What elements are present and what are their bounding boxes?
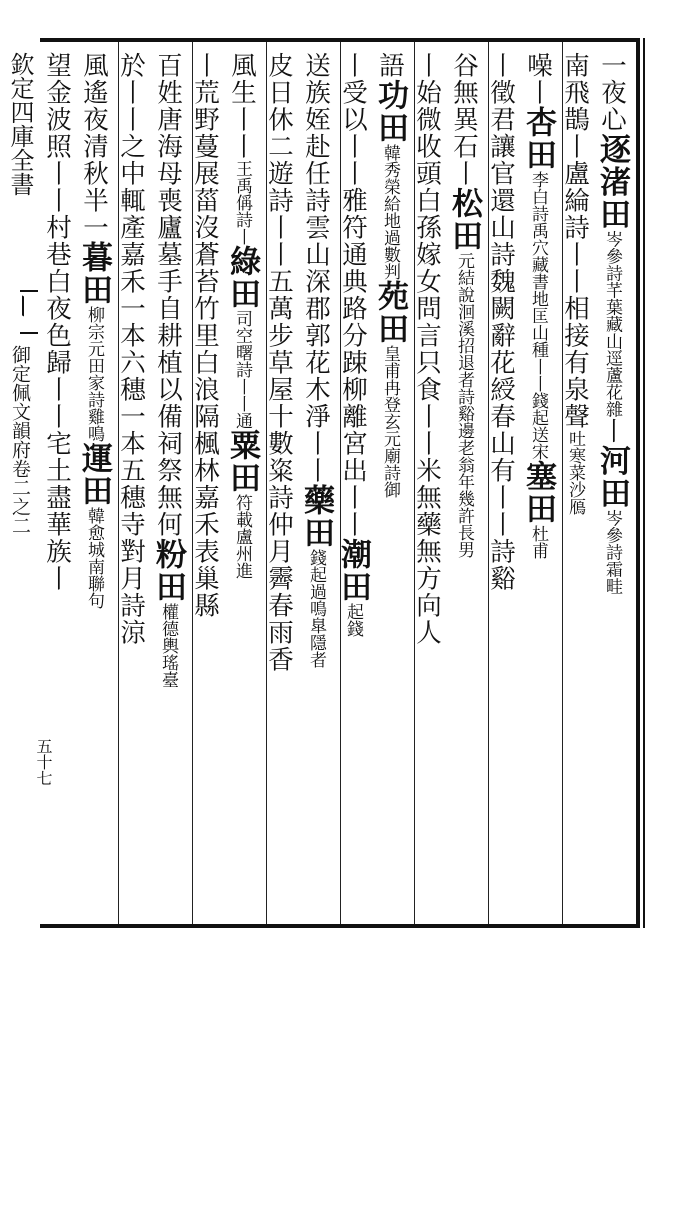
entry-text: 村巷白夜色歸丨丨 (42, 214, 72, 430)
entry-text: 受以丨丨雅符通典 (338, 79, 368, 295)
text-column (520, 52, 560, 922)
column-divider (340, 42, 341, 924)
entry-heading: 松田 (446, 187, 482, 252)
entry-heading: 粉田 (150, 538, 186, 603)
entry-text: 杜甫 (528, 525, 548, 559)
section-title: 御定佩文韻府卷二之二 (9, 345, 31, 535)
entry-text: 頭白孫嫁女問言只食丨丨米無藥無方向人 (412, 160, 442, 646)
entry-heading: 粟田 (224, 429, 260, 494)
entry-text: 宅土盡華族丨 (42, 430, 72, 592)
entry-heading: 運田 (76, 442, 112, 507)
entry-heading: 綠田 (224, 245, 260, 310)
text-column (560, 52, 597, 922)
entry-text: 岑參詩霜畦 (602, 509, 622, 595)
column-divider (118, 42, 119, 924)
text-column (264, 52, 301, 922)
entry-text: 送族姪赴任詩雲山深郡郭花木淨丨丨 (301, 52, 331, 484)
text-column (372, 52, 412, 922)
column-divider (192, 42, 193, 924)
text-column (486, 52, 523, 922)
entry-text: 詩谿 (486, 538, 516, 592)
entry-text: 望金波照丨丨 (42, 52, 72, 214)
entry-text: 語 (375, 52, 405, 79)
entry-text: 李白詩禹穴藏書地匡山種丨丨錢起送宋 (528, 171, 548, 460)
entry-heading: 杏田 (520, 106, 556, 171)
entry-text: 司空曙詩丨丨通 (232, 310, 252, 429)
entry-heading: 暮田 (76, 241, 112, 306)
text-column (190, 52, 227, 922)
entry-text: 丨 (597, 417, 627, 445)
column-divider (562, 42, 563, 924)
entry-text: 竹里白浪隔楓林 (190, 295, 220, 484)
entry-text: 詩仲月霽春雨香 (264, 484, 294, 673)
entry-text: 王禹偁詩丨 (232, 160, 252, 245)
entry-text: 吐寒菜沙鴈 (565, 430, 585, 515)
text-column (298, 52, 338, 922)
entry-text: 柳宗元田家詩雞鳴 (84, 306, 104, 442)
entry-text: 谷無異石丨 (449, 52, 479, 187)
entry-heading: 河田 (594, 444, 630, 510)
entry-text: 岑參詩芊葉藏山逕蘆花雜 (602, 230, 622, 418)
column-divider (266, 42, 267, 924)
entry-text: 皮日休二遊詩丨丨五萬步草屋十數粢 (264, 52, 294, 484)
text-column (446, 52, 486, 922)
entry-text: 噪丨 (523, 52, 553, 106)
entry-text: 丨盧綸詩丨丨相接有泉聲 (560, 133, 590, 430)
entry-text: 丨荒野蔓展菑沒蒼苔 (190, 52, 220, 295)
entry-text: 起錢 (343, 603, 363, 637)
entry-text: 符載盧州進 (232, 494, 252, 579)
entry-heading: 逐 (594, 133, 630, 166)
entry-text: 於丨丨之中輒產嘉禾一本六穗一本五穗 (116, 52, 146, 511)
entry-text: 皇甫冉登玄元廟詩御 (380, 345, 400, 498)
entry-text: 錢起過鳴臯隱者 (306, 549, 326, 668)
entry-heading: 苑田 (372, 280, 408, 345)
entry-text: 百姓唐海母喪廬墓手自耕植以備祠祭無何 (153, 52, 183, 538)
text-column (116, 52, 153, 922)
frame-inner-line (643, 38, 645, 928)
text-column (412, 52, 449, 922)
entry-text: 寺對月詩涼 (116, 511, 146, 646)
page-number: 五十七 (34, 738, 53, 786)
entry-text: 嘉禾表巢縣 (190, 484, 220, 619)
entry-heading: 藥田 (298, 484, 334, 549)
entry-text: 一夜心 (597, 52, 627, 133)
text-column (594, 52, 634, 922)
entry-heading: 功田 (372, 79, 408, 144)
entry-text: 路分踈柳離宮出丨丨 (338, 295, 368, 538)
entry-text: 韓愈城南聯句 (84, 507, 104, 609)
entry-text: 元結說洄溪招退者詩谿邊老翁年幾許長男 (454, 252, 474, 558)
entry-heading: 渚田 (594, 165, 630, 231)
book-title: 欽定四庫全書 (6, 52, 34, 196)
entry-text: 韓秀榮給地過數判 (380, 144, 400, 280)
text-column (76, 52, 116, 922)
text-column (150, 52, 190, 922)
column-divider (414, 42, 415, 924)
entry-heading: 塞田 (520, 460, 556, 525)
entry-text: 權德輿瑤臺 (158, 603, 178, 688)
entry-heading: 潮田 (335, 538, 371, 603)
entry-text: 丨 (486, 52, 516, 79)
entry-text: 風生丨丨 (227, 52, 257, 160)
entry-text: 丨始微收 (412, 52, 442, 160)
entry-text: 丨 (338, 52, 368, 79)
entry-text: 徵君讓官還山詩魏闕辭花綬春山有丨丨 (486, 79, 516, 538)
entry-text: 南飛鵲 (560, 52, 590, 133)
text-column (335, 52, 375, 922)
column-divider (488, 42, 489, 924)
text-column (224, 52, 264, 922)
entry-text: 風遙夜清秋半一 (79, 52, 109, 241)
